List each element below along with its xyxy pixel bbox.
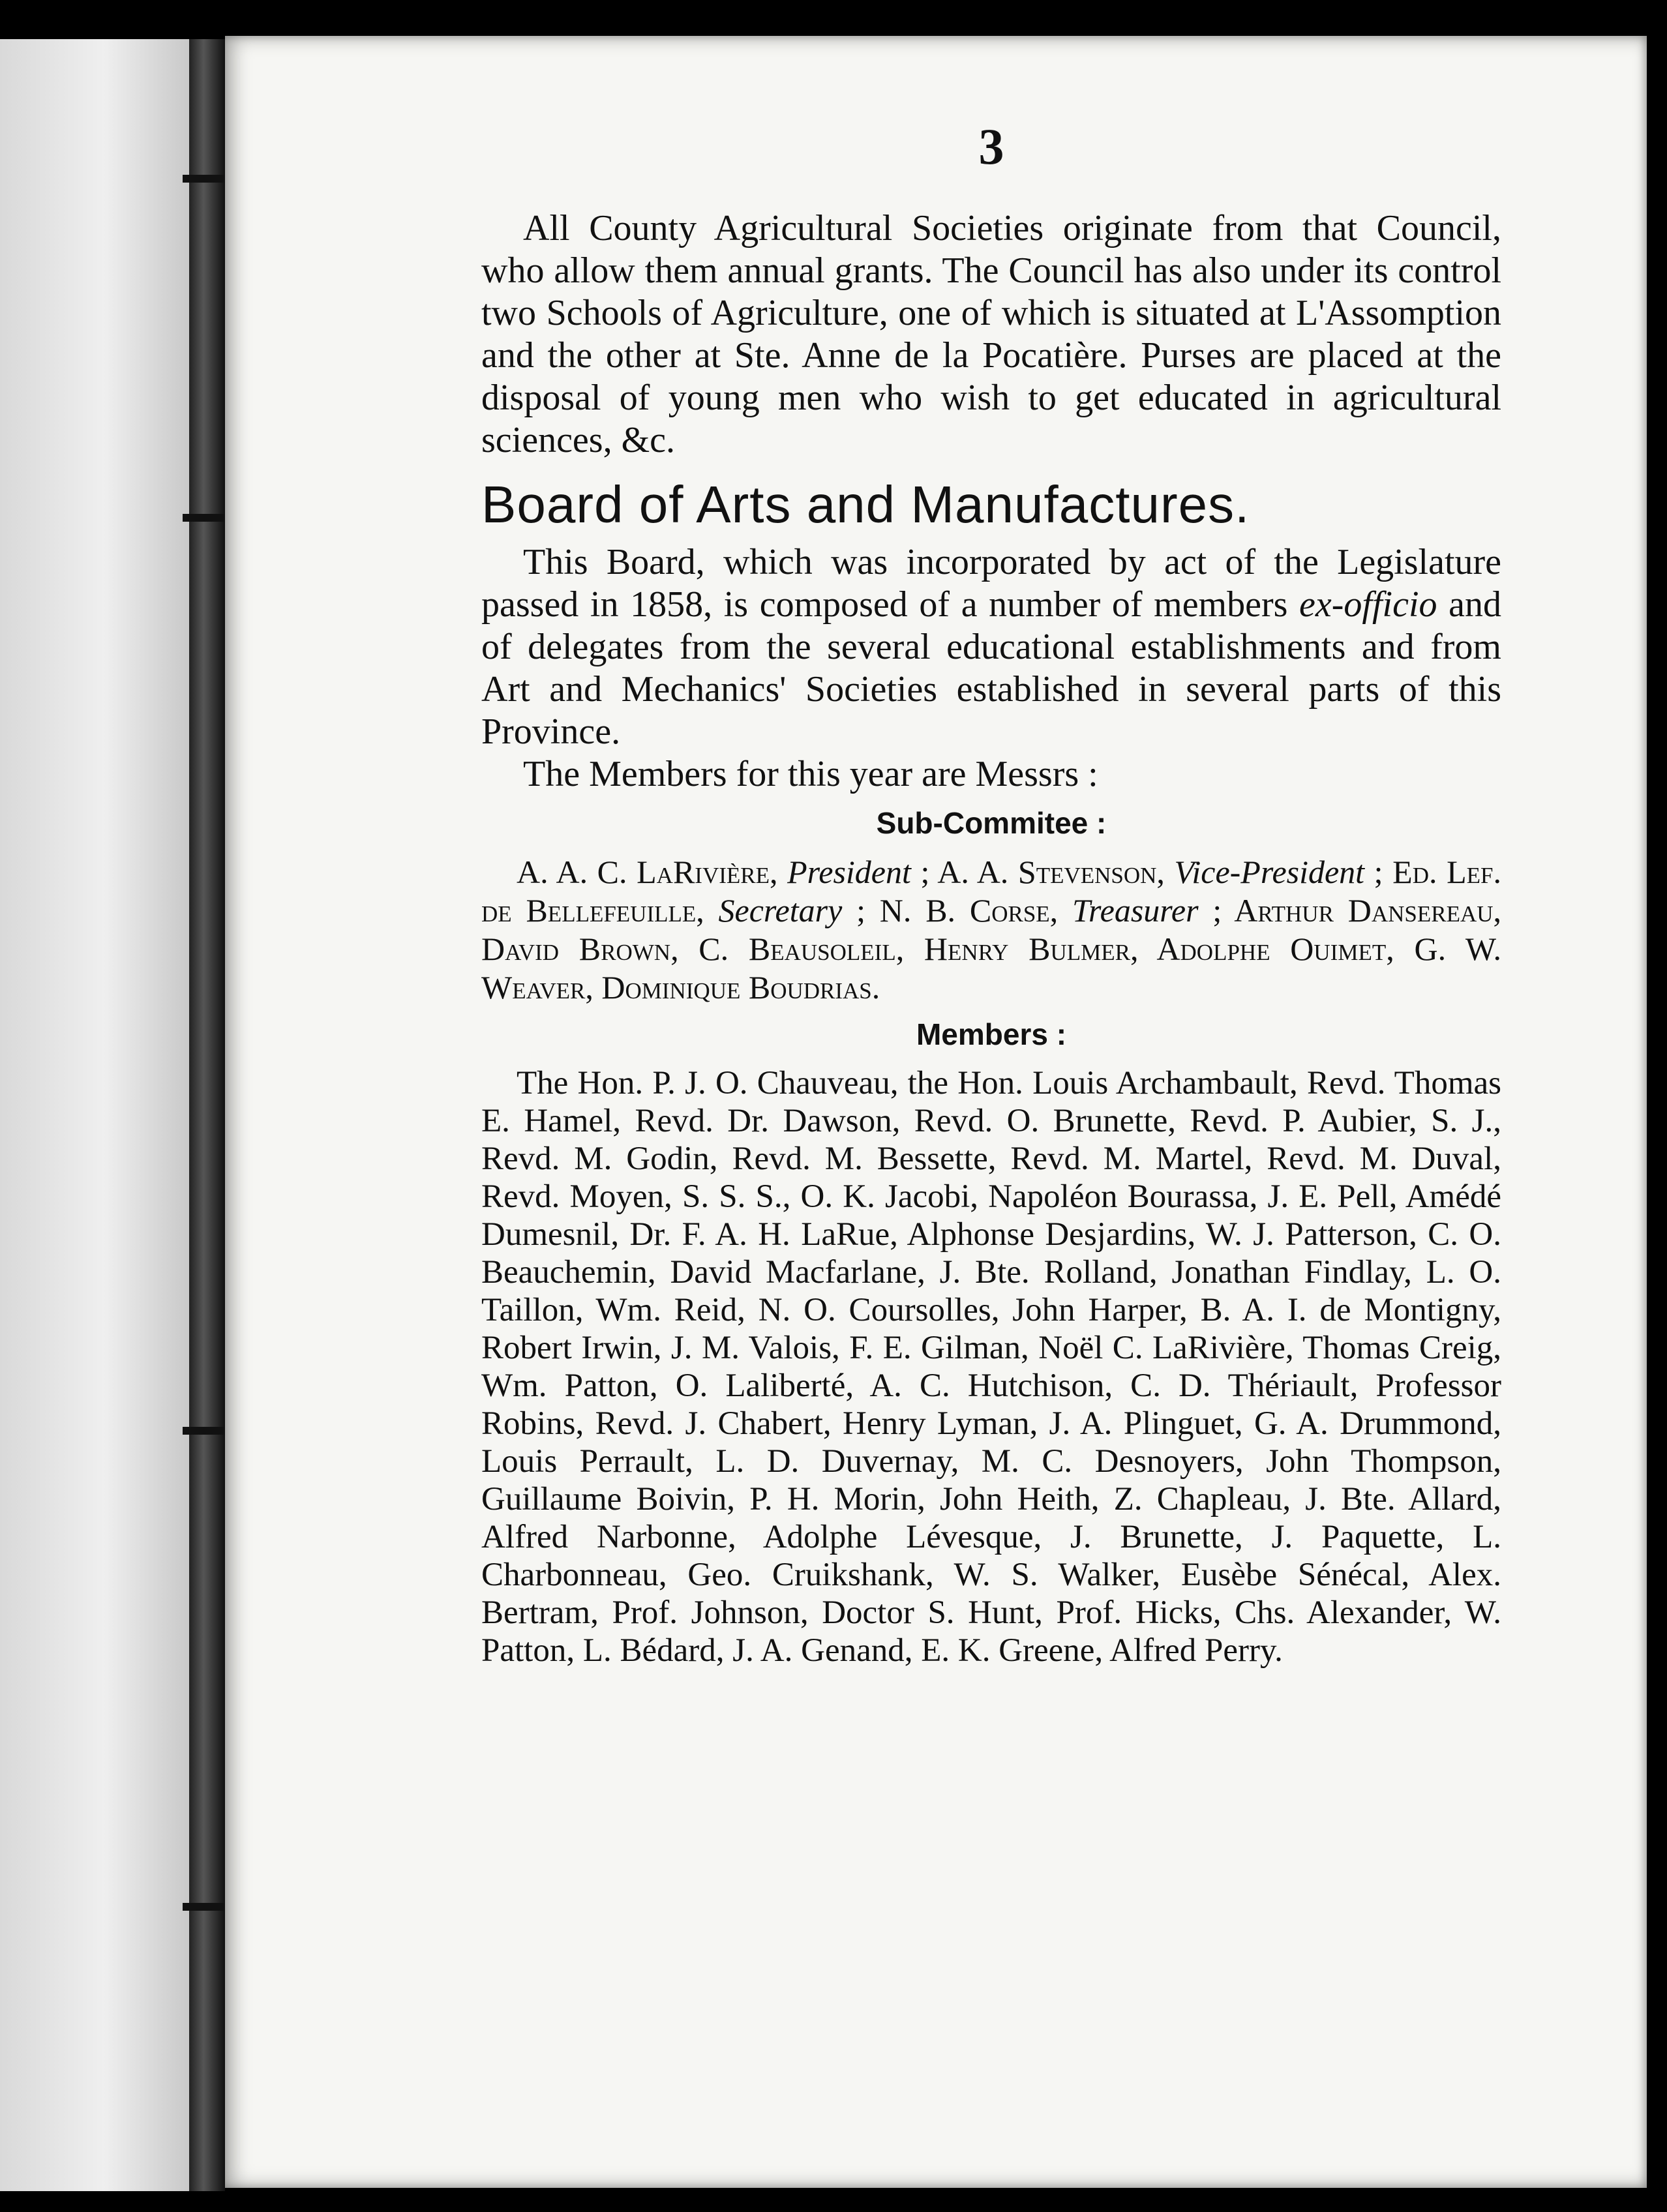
members-intro: The Members for this year are Messrs : <box>523 754 1098 794</box>
subcommittee-text: A. A. C. LaRivière, <box>517 854 788 890</box>
subcommittee-list <box>481 853 1501 1007</box>
subcommittee-heading: Sub-Commitee : <box>876 806 1107 840</box>
role-secretary: Secretary <box>718 892 843 929</box>
subcommittee-text: ; Arthur Dansereau, David Brown, C. Beausoleil, Henry Bulmer, Adolphe Ouimet, G. W. Weaver, Dominique Boudrias. <box>481 892 1502 1006</box>
section-heading: Board of Arts and Manufactures. <box>481 475 1250 533</box>
ex-officio-term: ex-officio <box>1299 584 1437 625</box>
board-description <box>481 541 1501 753</box>
board-text-before: This Board, which was incorporated by act of the Legislature passed in 1858, is composed of a number of members <box>481 542 1501 625</box>
role-vice-president: Vice-President <box>1174 854 1365 890</box>
binding-gutter <box>189 39 225 2191</box>
members-heading: Members : <box>916 1017 1067 1051</box>
role-president: President <box>787 854 911 890</box>
subcommittee-text: ; Ed. Lef. de Bellefeuille, <box>481 854 1501 929</box>
role-treasurer: Treasurer <box>1072 892 1199 929</box>
board-text-after: and of delegates from the several educational establishments and from Art and Mechanics' Societies established in several parts of this Province. <box>481 584 1501 752</box>
intro-paragraph: All County Agricultural Societies originate from that Council, who allow them annual grants. The Council has also under its control two Schools of Agriculture, one of which is situated at L'Assomption and the other at Ste. Anne de la Pocatière. Purses are placed at the disposal of young men who wish to get educated in agricultural sciences, &c. <box>481 208 1501 460</box>
left-page-edge <box>0 39 189 2191</box>
subcommittee-text: ; A. A. Stevenson, <box>910 854 1175 890</box>
subcommittee-text: ; N. B. Corse, <box>842 892 1072 929</box>
page-number: 3 <box>978 118 1004 175</box>
members-list: The Hon. P. J. O. Chauveau, the Hon. Louis Archambault, Revd. Thomas E. Hamel, Revd. Dr. Dawson, Revd. O. Brunette, Revd. P. Aubier, S. J., Revd. M. Godin, Revd. M. Bessette, Revd. M. Martel, Revd. M. Duval, Revd. Moyen, S. S. S., O. K. Jacobi, Napoléon Bourassa, J. E. Pell, Amédé Dumesnil, Dr. F. A. H. LaRue, Alphonse Desjardins, W. J. Patterson, C. O. Beauchemin, David Macfarlane, J. Bte. Rolland, Jonathan Findlay, L. O. Taillon, Wm. Reid, N. O. Coursolles, John Harper, B. A. I. de Montigny, Robert Irwin, J. M. Valois, F. E. Gilman, Noël C. LaRivière, Thomas Creig, Wm. Patton, O. Laliberté, A. C. Hutchison, C. D. Thériault, Professor Robins, Revd. J. Chabert, Henry Lyman, J. A. Plinguet, G. A. Drummond, Louis Perrault, L. D. Duvernay, M. C. Desnoyers, John Thompson, Guillaume Boivin, P. H. Morin, John Heith, Z. Chapleau, J. Bte. Allard, Alfred Narbonne, Adolphe Lévesque, J. Brunette, J. Paquette, L. Charbonneau, Geo. Cruikshank, W. S. Walker, Eusèbe Sénécal, Alex. Bertram, Prof. Johnson, Doctor S. Hunt, Prof. Hicks, Chs. Alexander, W. Patton, L. Bédard, J. A. Genand, E. K. Greene, Alfred Perry. <box>481 1065 1501 1669</box>
page-content <box>481 117 1501 1669</box>
